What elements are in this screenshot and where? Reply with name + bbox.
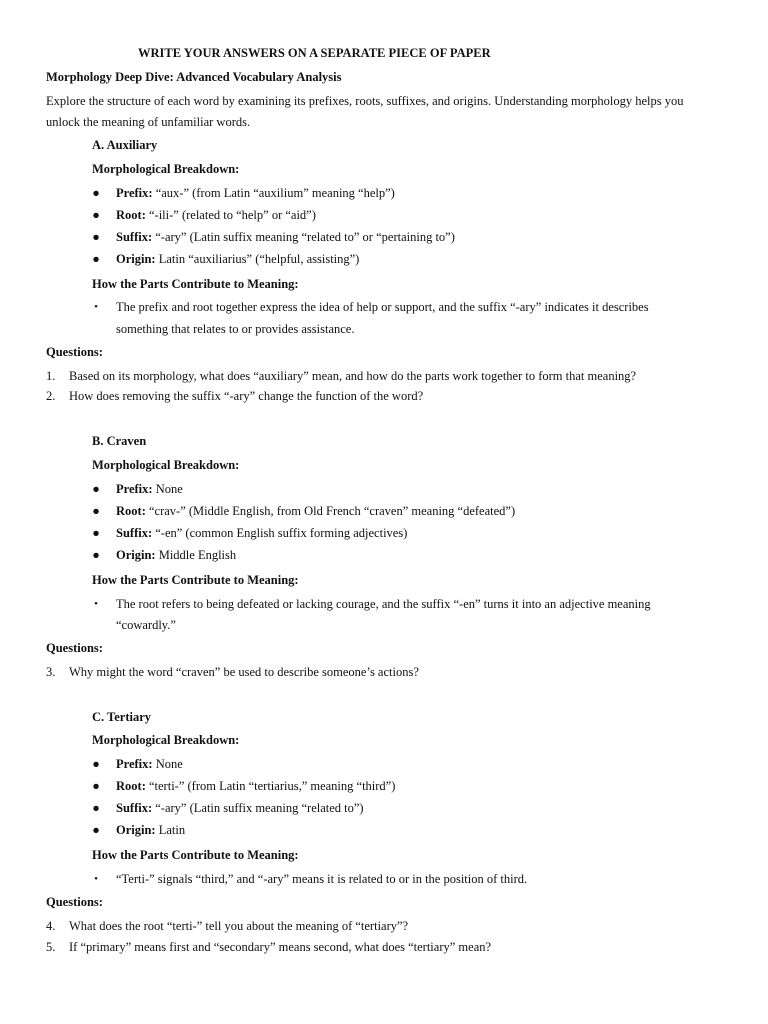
section-b-heading: B. Craven: [92, 434, 147, 448]
bullet-icon: ●: [92, 548, 100, 562]
page-title: Morphology Deep Dive: Advanced Vocabulary Analysis: [46, 70, 342, 84]
bullet-icon: ●: [92, 208, 100, 222]
bullet-icon: ●: [92, 482, 100, 496]
section-a-contribute-label: How the Parts Contribute to Meaning:: [92, 277, 299, 291]
section-b-meaning-line-2: “cowardly.”: [116, 618, 176, 632]
bullet-icon: ●: [92, 526, 100, 540]
worksheet-page: WRITE YOUR ANSWERS ON A SEPARATE PIECE OF PAPER Morphology Deep Dive: Advanced Vocabulary Analysis Explore the structure of each word by examining its prefixes, roots, suffixes, and origins. Understanding morphology helps you unlock the meaning of unfamiliar words. A. Auxiliary Morphological Breakdown: ● Prefix: “aux-” (from Latin “auxilium” meaning “help”) ● Root: “-ili-” (related to “help” or “aid”) ● Suffix: “-ary” (Latin suffix meaning “related to” or “pertaining to”) ● Origin: Latin “auxiliarius” (“helpful, assisting”) How the Parts Contribute to Meaning: • The prefix and root together express the idea of help or support, and the suffix “-ary” indicates it describes something that relates to or provides assistance. Questions: 1. Based on its morphology, what does “auxiliary” mean, and how do the parts work together to form that meaning? 2. How does removing the suffix “-ary” change the function of the word? B. Craven Morphological Breakdown: ● Prefix: None ● Root: “crav-” (Middle English, from Old French “craven” meaning “defeated”) ● Suffix: “-en” (common English suffix forming adjectives) ● Origin: Middle English How the Parts Contribute to Meaning: • The root refers to being defeated or lacking courage, and the suffix “-en” turns it into an adjective meaning “cowardly.” Questions: 3. Why might the word “craven” be used to describe someone’s actions? C. Tertiary Morphological Breakdown: ● Prefix: None ● Root: “terti-” (from Latin “tertiarius,” meaning “third”) ● Suffix: “-ary” (Latin suffix meaning “related to”) ● Origin: Latin How the Parts Contribute to Meaning: • “Terti-” signals “third,” and “-ary” means it is related to or in the position of third. Questions: 4. What does the root “terti-” tell you about the meaning of “tertiary”? 5. If “primary” means first and “secondary” means second, what does “tertiary” mean?: [46, 46, 684, 954]
section-a-meaning-line-2: something that relates to or provides assistance.: [116, 322, 355, 336]
bullet-icon: •: [94, 598, 98, 610]
section-b-questions-label: Questions:: [46, 641, 103, 655]
section-c-breakdown-label: Morphological Breakdown:: [92, 733, 240, 747]
bullet-icon: •: [94, 873, 98, 885]
bullet-icon: ●: [92, 186, 100, 200]
bullet-icon: ●: [92, 757, 100, 771]
section-b-contribute-label: How the Parts Contribute to Meaning:: [92, 573, 299, 587]
bullet-icon: ●: [92, 801, 100, 815]
section-c-contribute-label: How the Parts Contribute to Meaning:: [92, 848, 299, 862]
section-b-breakdown-label: Morphological Breakdown:: [92, 458, 240, 472]
section-a-questions-label: Questions:: [46, 345, 103, 359]
bullet-icon: ●: [92, 230, 100, 244]
section-c-heading: C. Tertiary: [92, 710, 152, 724]
bullet-icon: ●: [92, 252, 100, 266]
bullet-icon: ●: [92, 779, 100, 793]
intro-text-line-1: Explore the structure of each word by examining its prefixes, roots, suffixes, and origins. Understanding morphology helps you: [46, 94, 684, 108]
section-a-heading: A. Auxiliary: [92, 138, 158, 152]
bullet-icon: ●: [92, 823, 100, 837]
section-c-questions-label: Questions:: [46, 895, 103, 909]
section-a-breakdown-label: Morphological Breakdown:: [92, 162, 240, 176]
intro-text-line-2: unlock the meaning of unfamiliar words.: [46, 115, 251, 129]
bullet-icon: ●: [92, 504, 100, 518]
instruction-heading: WRITE YOUR ANSWERS ON A SEPARATE PIECE OF PAPER: [138, 46, 491, 60]
bullet-icon: •: [94, 301, 98, 313]
